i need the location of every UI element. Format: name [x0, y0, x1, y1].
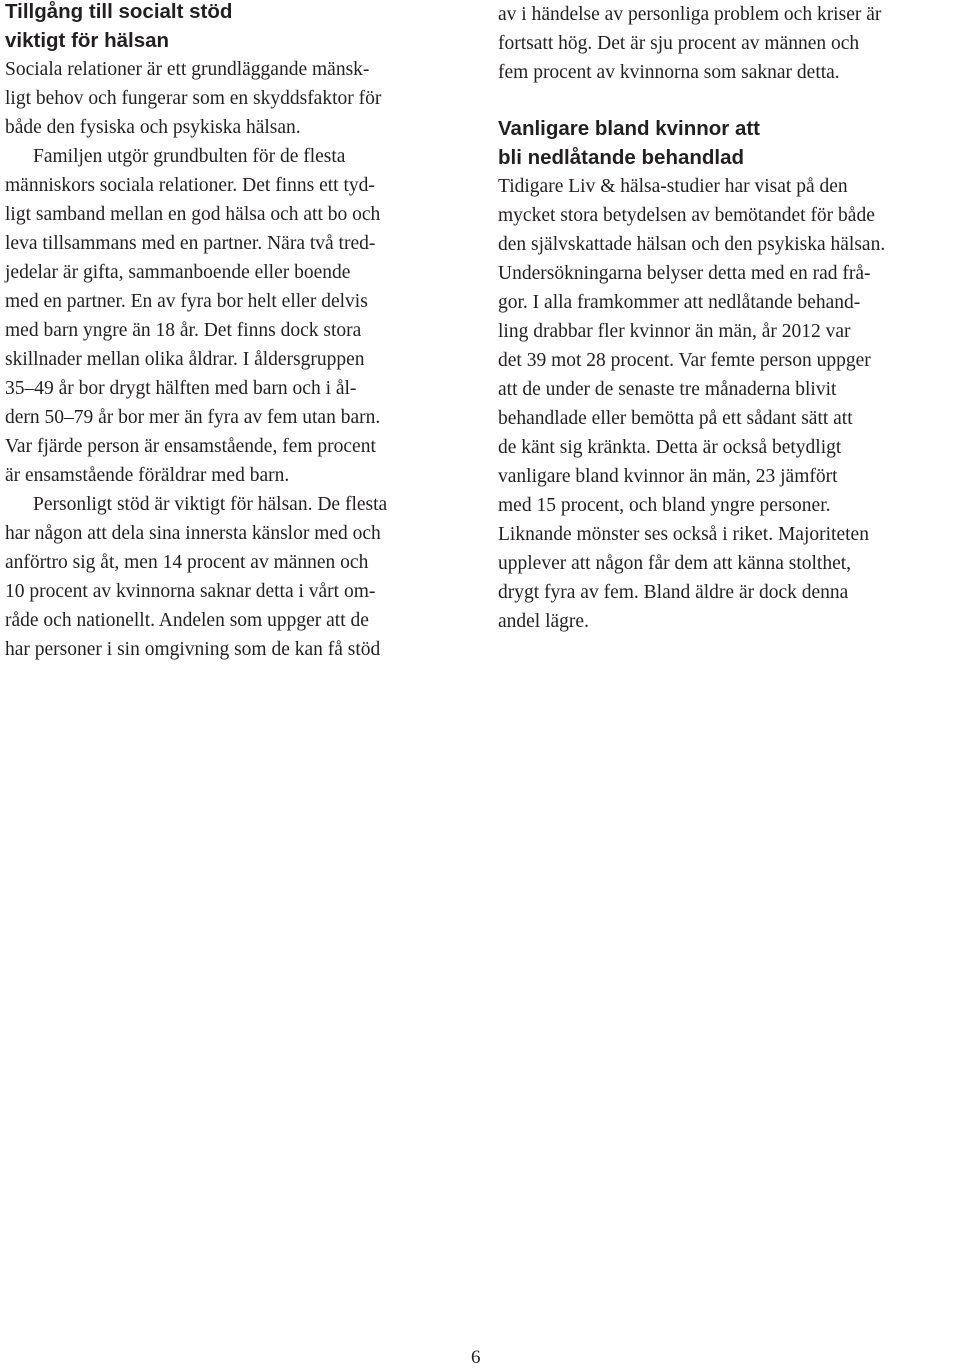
text-line: 10 procent av kvinnorna saknar detta i vårt om- [5, 581, 376, 602]
text-line: gor. I alla framkommer att nedlåtande behand- [498, 292, 861, 313]
text-line: Personligt stöd är viktigt för hälsan. De flesta [33, 494, 388, 515]
text-line: dern 50–79 år bor mer än fyra av fem utan barn. [5, 407, 381, 428]
heading-line: Vanligare bland kvinnor att [498, 117, 761, 140]
text-line: upplever att någon får dem att känna stolthet, [498, 553, 852, 574]
text-line: ligt behov och fungerar som en skyddsfaktor för [5, 88, 382, 109]
text-line: den självskattade hälsan och den psykiska hälsan. [498, 234, 886, 255]
text-line: ligt samband mellan en god hälsa och att bo och [5, 204, 381, 225]
body-paragraph [5, 55, 465, 142]
text-line: med barn yngre än 18 år. Det finns dock stora [5, 320, 362, 341]
text-line: människors sociala relationer. Det finns ett tyd- [5, 175, 375, 196]
text-line: vanligare bland kvinnor än män, 23 jämfört [498, 466, 838, 487]
page-number: 6 [471, 1347, 481, 1368]
text-line: 35–49 år bor drygt hälften med barn och i ål- [5, 378, 357, 399]
body-paragraph [5, 142, 465, 490]
heading-line: Tillgång till socialt stöd [5, 0, 233, 23]
text-line: Sociala relationer är ett grundläggande mänsk- [5, 59, 370, 80]
left-body-text [5, 55, 465, 664]
text-line: ling drabbar fler kvinnor än män, år 2012 var [498, 321, 851, 342]
continued-paragraph [498, 0, 958, 87]
text-line: att de under de senaste tre månaderna blivit [498, 379, 837, 400]
text-line: fortsatt hög. Det är sju procent av männen och [498, 33, 860, 54]
text-line: både den fysiska och psykiska hälsan. [5, 117, 301, 138]
text-line: med en partner. En av fyra bor helt eller delvis [5, 291, 368, 312]
text-line: har någon att dela sina innersta känslor med och [5, 523, 381, 544]
heading-line: bli nedlåtande behandlad [498, 146, 745, 169]
text-line: Undersökningarna belyser detta med en rad frå- [498, 263, 871, 284]
text-line: behandlade eller bemötta på ett sådant sätt att [498, 408, 853, 429]
text-line: mycket stora betydelsen av bemötandet för både [498, 205, 875, 226]
right-column [498, 0, 958, 636]
text-line: skillnader mellan olika åldrar. I åldersgruppen [5, 349, 365, 370]
text-line: Var fjärde person är ensamstående, fem procent [5, 436, 376, 457]
section-heading-social-support [5, 0, 465, 55]
left-column [5, 0, 465, 664]
text-line: anförtro sig åt, men 14 procent av männen och [5, 552, 369, 573]
text-line: leva tillsammans med en partner. Nära två tred- [5, 233, 376, 254]
text-line: har personer i sin omgivning som de kan få stöd [5, 639, 381, 660]
text-line: med 15 procent, och bland yngre personer. [498, 495, 831, 516]
text-line: jedelar är gifta, sammanboende eller boende [5, 262, 351, 283]
text-line: Liknande mönster ses också i riket. Majoriteten [498, 524, 869, 545]
heading-line: viktigt för hälsan [5, 29, 170, 52]
text-line: fem procent av kvinnorna som saknar detta. [498, 62, 840, 83]
text-line: det 39 mot 28 procent. Var femte person uppger [498, 350, 871, 371]
text-line: råde och nationellt. Andelen som uppger att de [5, 610, 369, 631]
text-line: de känt sig kränkta. Detta är också betydligt [498, 437, 842, 458]
text-line: andel lägre. [498, 611, 589, 632]
body-paragraph [5, 490, 465, 664]
text-line: Familjen utgör grundbulten för de flesta [33, 146, 346, 167]
text-line: är ensamstående föräldrar med barn. [5, 465, 290, 486]
text-line: av i händelse av personliga problem och kriser är [498, 4, 882, 25]
text-line: Tidigare Liv & hälsa-studier har visat på den [498, 176, 848, 197]
body-paragraph [498, 172, 958, 636]
section-heading-degrading-treatment [498, 114, 958, 172]
text-line: drygt fyra av fem. Bland äldre är dock denna [498, 582, 849, 603]
